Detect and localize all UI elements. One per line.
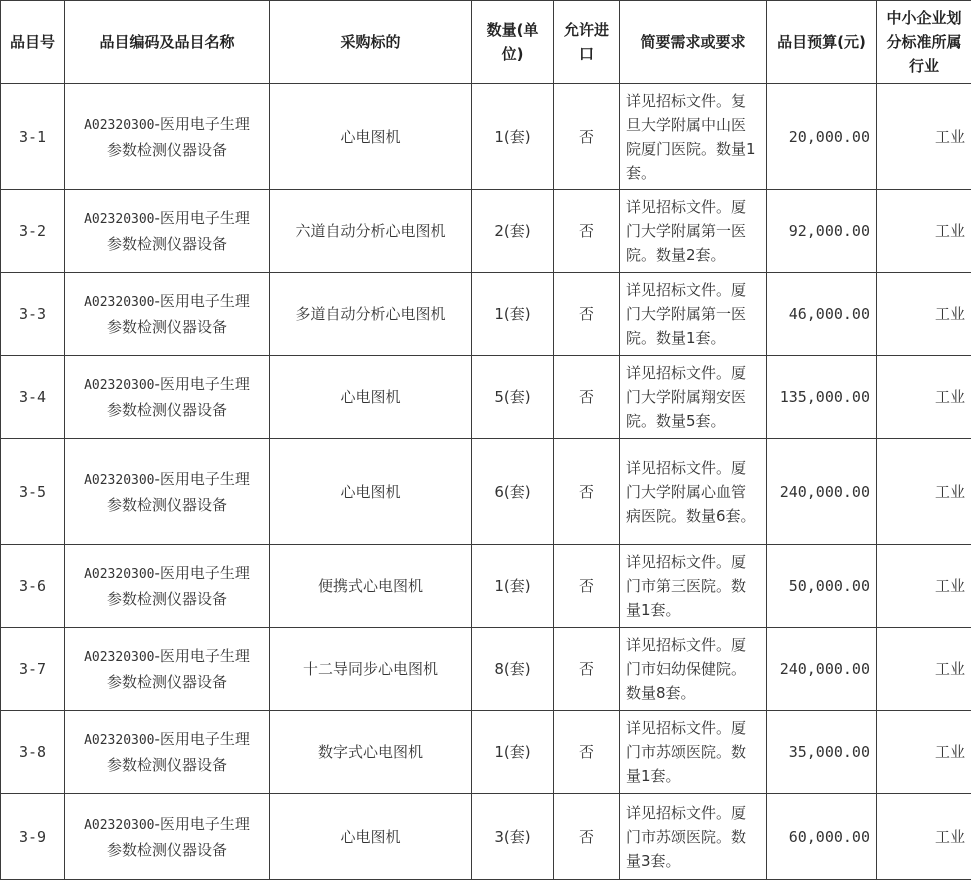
item-name-part-2: 参数检测仪器设备	[106, 318, 227, 336]
cell-import: 否	[554, 794, 620, 880]
item-name-part-1: -医用电子生理	[154, 730, 250, 748]
item-code: A02320300	[84, 733, 155, 748]
cell-industry: 工业	[877, 84, 971, 190]
item-name-part-1: -医用电子生理	[154, 647, 250, 665]
table-row	[1, 273, 971, 356]
cell-item-code-name	[65, 794, 270, 880]
item-code-line	[71, 812, 263, 838]
item-name-part-1: -医用电子生理	[154, 814, 250, 833]
cell-qty: 3(套)	[472, 794, 554, 880]
cell-industry: 工业	[877, 628, 971, 711]
cell-import: 否	[554, 628, 620, 711]
cell-budget: 60,000.00	[767, 794, 877, 880]
cell-target: 心电图机	[270, 794, 472, 880]
cell-budget: 35,000.00	[767, 711, 877, 794]
cell-target: 十二导同步心电图机	[270, 628, 472, 711]
item-name-part-1: -医用电子生理	[154, 564, 250, 582]
table-row	[1, 190, 971, 273]
cell-budget: 240,000.00	[767, 628, 877, 711]
cell-qty: 1(套)	[472, 273, 554, 356]
table-row	[1, 545, 971, 628]
item-name-part-2: 参数检测仪器设备	[106, 840, 227, 859]
cell-import: 否	[554, 545, 620, 628]
cell-qty: 1(套)	[472, 84, 554, 190]
item-name-part-2: 参数检测仪器设备	[106, 590, 227, 608]
cell-budget: 20,000.00	[767, 84, 877, 190]
cell-item-no: 3-7	[1, 628, 65, 711]
cell-industry: 工业	[877, 273, 971, 356]
cell-qty: 5(套)	[472, 356, 554, 439]
cell-budget: 92,000.00	[767, 190, 877, 273]
cell-item-code-name	[65, 628, 270, 711]
table-row	[1, 711, 971, 794]
cell-qty: 1(套)	[472, 545, 554, 628]
cell-item-code-name	[65, 439, 270, 545]
cell-industry: 工业	[877, 711, 971, 794]
item-name-part-2: 参数检测仪器设备	[106, 235, 227, 253]
cell-item-no: 3-6	[1, 545, 65, 628]
cell-target: 便携式心电图机	[270, 545, 472, 628]
cell-industry: 工业	[877, 545, 971, 628]
table-row	[1, 439, 971, 545]
cell-import: 否	[554, 190, 620, 273]
cell-item-code-name	[65, 84, 270, 190]
cell-item-no: 3-9	[1, 794, 65, 880]
item-name-part-1: -医用电子生理	[154, 292, 250, 310]
item-name-part-2: 参数检测仪器设备	[106, 495, 227, 514]
item-code: A02320300	[84, 117, 155, 133]
cell-import: 否	[554, 711, 620, 794]
cell-requirements: 详见招标文件。厦门市第三医院。数量1套。	[620, 545, 767, 628]
cell-qty: 8(套)	[472, 628, 554, 711]
cell-requirements: 详见招标文件。厦门大学附属心血管病医院。数量6套。	[620, 439, 767, 545]
item-code-line	[71, 727, 263, 753]
header-qty-unit: 数量(单位)	[472, 1, 554, 84]
item-code: A02320300	[84, 650, 155, 665]
cell-item-code-name	[65, 545, 270, 628]
table-row	[1, 356, 971, 439]
cell-target: 心电图机	[270, 439, 472, 545]
header-industry: 中小企业划分标准所属行业	[877, 1, 971, 84]
item-code-line	[71, 644, 263, 670]
item-name-part-2: 参数检测仪器设备	[106, 756, 227, 774]
item-name-part-1: -医用电子生理	[154, 375, 250, 393]
cell-item-code-name	[65, 190, 270, 273]
cell-item-code-name	[65, 711, 270, 794]
cell-requirements: 详见招标文件。厦门市苏颂医院。数量1套。	[620, 711, 767, 794]
cell-item-code-name	[65, 273, 270, 356]
cell-import: 否	[554, 273, 620, 356]
cell-item-no: 3-2	[1, 190, 65, 273]
item-name-part-1: -医用电子生理	[154, 209, 250, 227]
cell-industry: 工业	[877, 439, 971, 545]
cell-import: 否	[554, 439, 620, 545]
cell-budget: 135,000.00	[767, 356, 877, 439]
table-row	[1, 628, 971, 711]
item-name-part-2: 参数检测仪器设备	[106, 140, 227, 159]
item-code: A02320300	[84, 295, 155, 310]
item-code: A02320300	[84, 567, 155, 582]
item-code-line	[71, 561, 263, 587]
cell-requirements: 详见招标文件。厦门市妇幼保健院。数量8套。	[620, 628, 767, 711]
cell-requirements: 详见招标文件。厦门市苏颂医院。数量3套。	[620, 794, 767, 880]
table-row	[1, 794, 971, 880]
cell-item-no: 3-3	[1, 273, 65, 356]
header-requirements: 简要需求或要求	[620, 1, 767, 84]
cell-target: 六道自动分析心电图机	[270, 190, 472, 273]
cell-target: 心电图机	[270, 84, 472, 190]
header-target: 采购标的	[270, 1, 472, 84]
cell-requirements: 详见招标文件。复旦大学附属中山医院厦门医院。数量1套。	[620, 84, 767, 190]
cell-import: 否	[554, 356, 620, 439]
item-code: A02320300	[84, 378, 155, 393]
item-name-part-1: -医用电子生理	[154, 114, 250, 133]
header-budget: 品目预算(元)	[767, 1, 877, 84]
cell-item-no: 3-5	[1, 439, 65, 545]
cell-target: 数字式心电图机	[270, 711, 472, 794]
item-code-line	[71, 372, 263, 398]
cell-qty: 2(套)	[472, 190, 554, 273]
cell-budget: 46,000.00	[767, 273, 877, 356]
cell-budget: 50,000.00	[767, 545, 877, 628]
cell-industry: 工业	[877, 794, 971, 880]
cell-target: 心电图机	[270, 356, 472, 439]
cell-requirements: 详见招标文件。厦门大学附属第一医院。数量2套。	[620, 190, 767, 273]
item-code: A02320300	[84, 212, 155, 227]
cell-qty: 6(套)	[472, 439, 554, 545]
cell-import: 否	[554, 84, 620, 190]
cell-requirements: 详见招标文件。厦门大学附属翔安医院。数量5套。	[620, 356, 767, 439]
item-code-line	[71, 467, 263, 493]
item-code: A02320300	[84, 817, 155, 833]
cell-item-no: 3-4	[1, 356, 65, 439]
item-code-line	[71, 206, 263, 232]
item-code: A02320300	[84, 472, 155, 488]
item-name-part-1: -医用电子生理	[154, 469, 250, 488]
cell-item-no: 3-8	[1, 711, 65, 794]
cell-target: 多道自动分析心电图机	[270, 273, 472, 356]
item-code-line	[71, 112, 263, 138]
cell-industry: 工业	[877, 190, 971, 273]
header-item-code-name: 品目编码及品目名称	[65, 1, 270, 84]
table-header-row	[1, 1, 971, 84]
cell-item-no: 3-1	[1, 84, 65, 190]
header-item-no: 品目号	[1, 1, 65, 84]
item-code-line	[71, 289, 263, 315]
table-row	[1, 84, 971, 190]
cell-requirements: 详见招标文件。厦门大学附属第一医院。数量1套。	[620, 273, 767, 356]
cell-budget: 240,000.00	[767, 439, 877, 545]
item-name-part-2: 参数检测仪器设备	[106, 673, 227, 691]
header-import: 允许进口	[554, 1, 620, 84]
cell-qty: 1(套)	[472, 711, 554, 794]
cell-item-code-name	[65, 356, 270, 439]
cell-industry: 工业	[877, 356, 971, 439]
item-name-part-2: 参数检测仪器设备	[106, 401, 227, 419]
